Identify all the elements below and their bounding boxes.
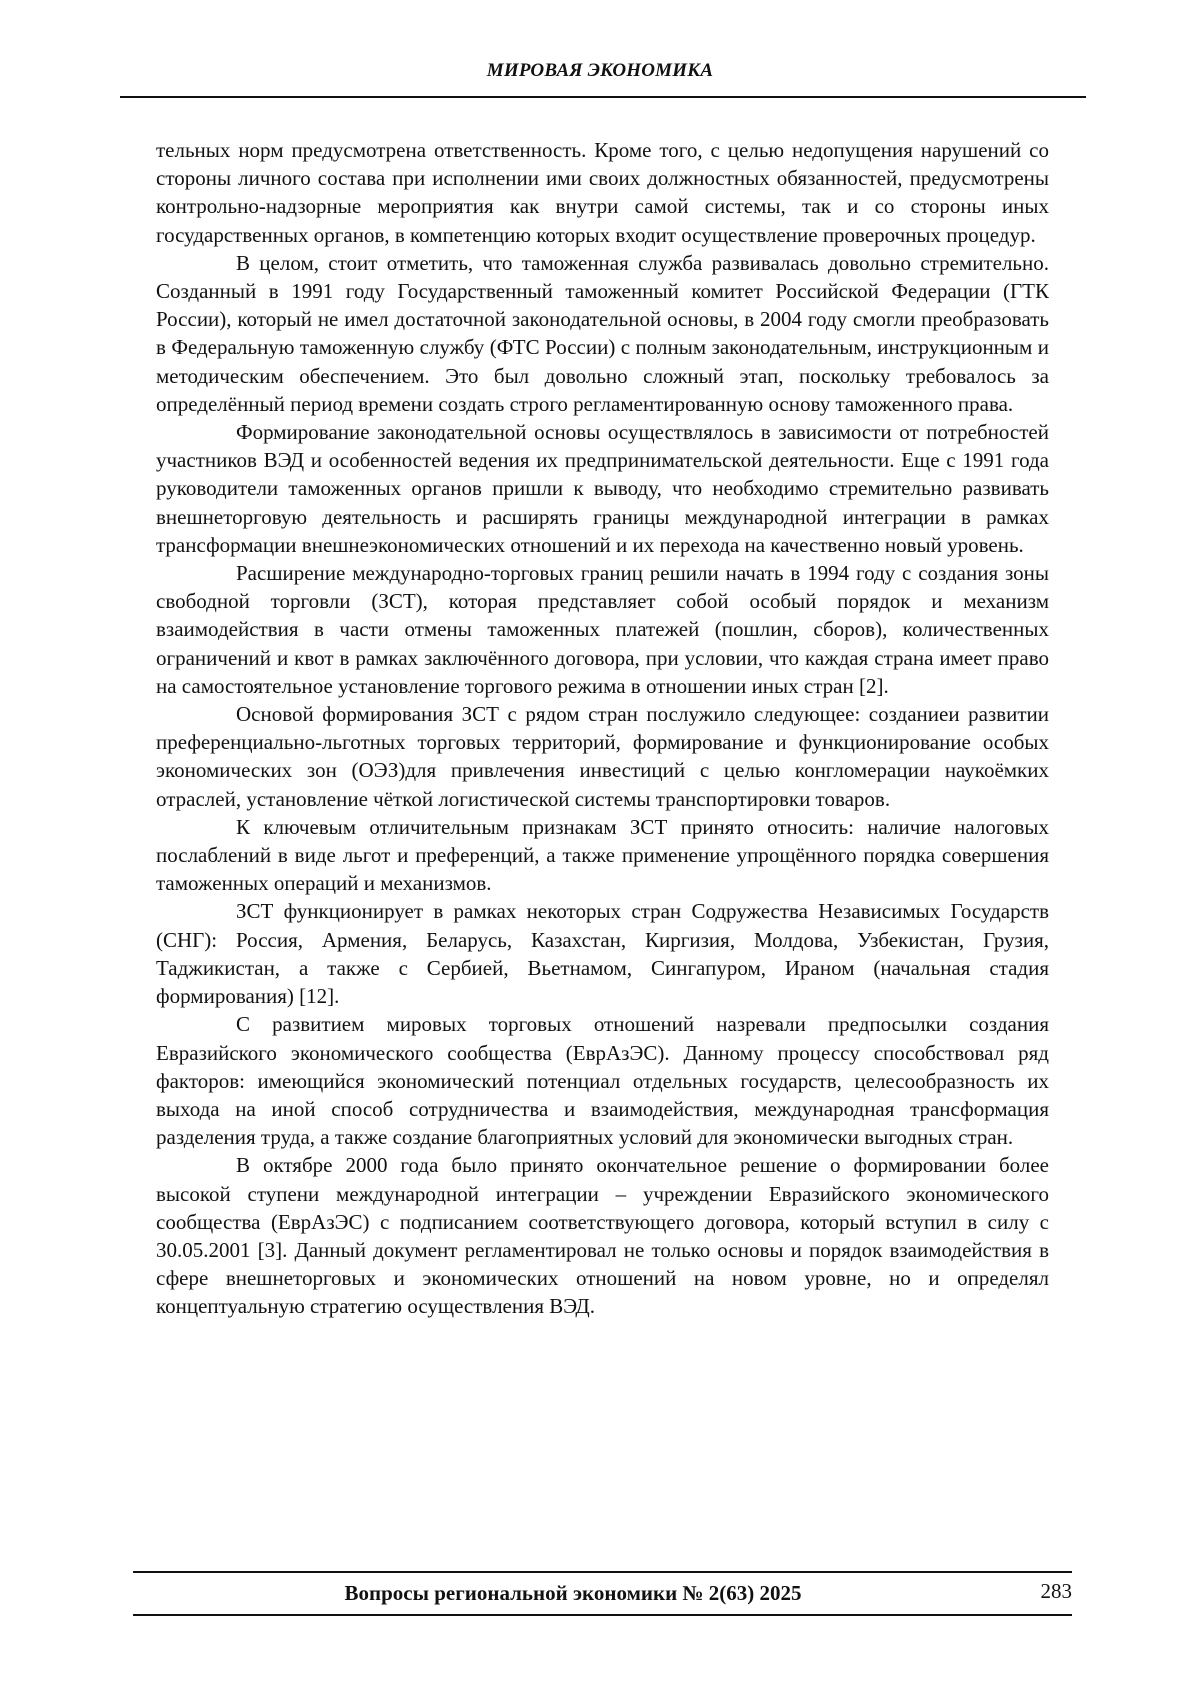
paragraph: Расширение международно-торговых границ решили начать в 1994 году с создания зоны свободной торговли (ЗСТ), которая представляет собой особый порядок и механизм взаимодействия в части отмены таможенных платежей (пошлин, сборов), количественных ограничений и квот в рамках заключённого договора, при условии, что каждая страна имеет право на самостоятельное установление торгового режима в отношении иных стран [2]. xyxy=(156,561,1049,698)
paragraph: Основой формирования ЗСТ с рядом стран послужило следующее: созданиеи развитии преференциально-льготных торговых территорий, формирование и функционирование особых экономических зон (ОЭЗ)для привлечения инвестиций с целью конгломерации наукоёмких отраслей, установление чёткой логистической системы транспортировки товаров. xyxy=(156,702,1049,811)
footer-rule-top xyxy=(133,1571,1072,1573)
footer-rule-bottom xyxy=(133,1614,1072,1616)
paragraph: С развитием мировых торговых отношений назревали предпосылки создания Евразийского экономического сообщества (ЕврАзЭС). Данному процессу способствовал ряд факторов: имеющийся экономический потенциал отдельных государств, целесообразность их выхода на иной способ сотрудничества и взаимодействия, международная трансформация разделения труда, а также создание благоприятных условий для экономически выгодных стран. xyxy=(156,1012,1049,1150)
page-number: 283 xyxy=(1040,1579,1072,1603)
article-body xyxy=(156,136,1049,1321)
footer-journal-title: Вопросы региональной экономики № 2(63) 2025 xyxy=(344,1581,802,1605)
paragraph: В целом, стоит отметить, что таможенная служба развивалась довольно стремительно. Созданный в 1991 году Государственный таможенный комитет Российской Федерации (ГТК России), который не имел достаточной законодательной основы, в 2004 году смогли преобразовать в Федеральную таможенную службу (ФТС России) с полным законодательным, инструкционным и методическим обеспечением. Это был довольно сложный этап, поскольку требовалось за определённый период времени создать строго регламентированную основу таможенного права. xyxy=(156,250,1049,416)
paragraph: Формирование законодательной основы осуществлялось в зависимости от потребностей участников ВЭД и особенностей ведения их предпринимательской деятельности. Еще с 1991 года руководители таможенных органов пришли к выводу, что необходимо стремительно развивать внешнеторговую деятельность и расширять границы международной интеграции в рамках трансформации внешнеэкономических отношений и их перехода на качественно новый уровень. xyxy=(156,420,1049,557)
header-rule xyxy=(120,96,1086,98)
paragraph: ЗСТ функционирует в рамках некоторых стран Содружества Независимых Государств (СНГ): Россия, Армения, Беларусь, Казахстан, Киргизия, Молдова, Узбекистан, Грузия, Таджикистан, а также с Сербией, Вьетнамом, Сингапуром, Ираном (начальная стадия формирования) [12]. xyxy=(156,899,1049,1009)
paragraph: К ключевым отличительным признакам ЗСТ принято относить: наличие налоговых послаблений в виде льгот и преференций, а также применение упрощённого порядка совершения таможенных операций и механизмов. xyxy=(156,814,1049,896)
paragraph-continuation: тельных норм предусмотрена ответственность. Кроме того, с целью недопущения нарушений со стороны личного состава при исполнении ими своих должностных обязанностей, предусмотрены контрольно-надзорные мероприятия как внутри самой системы, так и со стороны иных государственных органов, в компетенцию которых входит осуществление проверочных процедур. xyxy=(156,138,1049,247)
running-header: МИРОВАЯ ЭКОНОМИКА xyxy=(486,60,714,81)
paragraph: В октябре 2000 года было принято окончательное решение о формировании более высокой ступени международной интеграции – учреждении Евразийского экономического сообщества (ЕврАзЭС) с подписанием соответствующего договора, который вступил в силу с 30.05.2001 [3]. Данный документ регламентировал не только основы и порядок взаимодействия в сфере внешнеторговых и экономических отношений на новом уровне, но и определял концептуальную стратегию осуществления ВЭД. xyxy=(156,1153,1049,1319)
